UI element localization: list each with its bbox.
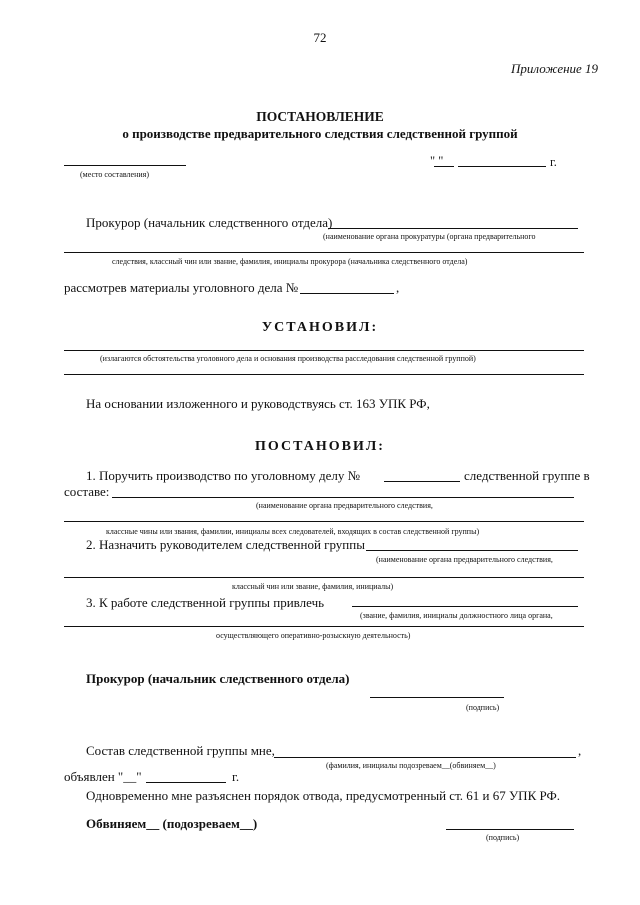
- item2-caption-1: (наименование органа предварительного следствия,: [376, 555, 553, 564]
- composition-comma: ,: [578, 743, 582, 758]
- item3-text: 3. К работе следственной группы привлечь: [86, 595, 325, 610]
- prosecutor-signature-caption: (подпись): [466, 703, 500, 712]
- item3-field-line[interactable]: [352, 606, 578, 607]
- date-month-line[interactable]: [458, 166, 546, 167]
- announced-date-line[interactable]: [146, 782, 226, 783]
- page-number: 72: [313, 30, 327, 45]
- prosecutor-signature-line[interactable]: [370, 697, 504, 698]
- composition-field-line[interactable]: [274, 757, 576, 758]
- item2-caption-2: классный чин или звание, фамилия, инициалы): [232, 582, 394, 591]
- item3-field-line-2[interactable]: [64, 626, 584, 627]
- item1-text-end: следственной группе в: [464, 468, 590, 483]
- item1-case-number-line[interactable]: [384, 481, 460, 482]
- case-number-line[interactable]: [300, 293, 394, 294]
- reviewed-text: рассмотрев материалы уголовного дела №: [64, 280, 299, 295]
- established-field-line[interactable]: [64, 350, 584, 351]
- established-field-line-2[interactable]: [64, 374, 584, 375]
- date-year-suffix: г.: [550, 155, 557, 169]
- item2-text: 2. Назначить руководителем следственной группы: [86, 537, 365, 552]
- established-heading: УСТАНОВИЛ:: [261, 320, 379, 335]
- announced-year: г.: [232, 769, 240, 784]
- prosecutor-field-line[interactable]: [328, 228, 578, 229]
- resolved-heading: ПОСТАНОВИЛ:: [255, 439, 385, 454]
- accused-signature-caption: (подпись): [486, 833, 520, 842]
- prosecutor-line-text: Прокурор (начальник следственного отдела): [86, 215, 333, 230]
- case-number-comma: ,: [396, 280, 400, 295]
- date-day-line[interactable]: [434, 166, 454, 167]
- basis-text: На основании изложенного и руководствуясь ст. 163 УПК РФ,: [86, 396, 430, 411]
- accused-label: Обвиняем__ (подозреваем__): [86, 816, 258, 831]
- item3-caption-2: осуществляющего оперативно-розыскную деятельность): [216, 631, 411, 640]
- item1-text: 1. Поручить производство по уголовному делу №: [86, 468, 361, 483]
- established-caption: (излагаются обстоятельства уголовного дела и основания производства расследования следственной группой): [100, 354, 476, 363]
- prosecutor-field-line-2[interactable]: [64, 252, 584, 253]
- place-field-line[interactable]: [64, 165, 186, 166]
- place-caption: (место составления): [80, 170, 149, 179]
- item1-caption-1: (наименование органа предварительного следствия,: [256, 501, 433, 510]
- announced-text: объявлен "__": [64, 769, 142, 784]
- document-title: ПОСТАНОВЛЕНИЕ: [256, 109, 384, 124]
- composition-caption: (фамилия, инициалы подозреваем__(обвиняем__): [326, 761, 496, 770]
- prosecutor-caption-1: (наименование органа прокуратуры (органа предварительного: [323, 232, 536, 241]
- item1-caption-2: классные чины или звания, фамилии, инициалы всех следователей, входящих в состав следственной группы): [106, 527, 480, 536]
- composition-text: Состав следственной группы мне,: [86, 743, 275, 758]
- item2-leader-line[interactable]: [366, 550, 578, 551]
- item1-composition-line[interactable]: [112, 497, 574, 498]
- item1-text-cont: составе:: [64, 484, 110, 499]
- prosecutor-caption-2: следствия, классный чин или звание, фамилия, инициалы прокурора (начальника следственного отдела): [112, 257, 468, 266]
- accused-signature-line[interactable]: [446, 829, 574, 830]
- date-quotes: " ": [430, 154, 444, 168]
- item2-leader-line-2[interactable]: [64, 577, 584, 578]
- signature-title: Прокурор (начальник следственного отдела): [86, 671, 350, 686]
- item3-caption-1: (звание, фамилия, инициалы должностного лица органа,: [360, 611, 553, 620]
- document-subtitle: о производстве предварительного следствия следственной группой: [122, 126, 518, 141]
- appendix-label: Приложение 19: [511, 61, 599, 76]
- item1-composition-line-2[interactable]: [64, 521, 584, 522]
- explained-text: Одновременно мне разъяснен порядок отвода, предусмотренный ст. 61 и 67 УПК РФ.: [86, 788, 561, 803]
